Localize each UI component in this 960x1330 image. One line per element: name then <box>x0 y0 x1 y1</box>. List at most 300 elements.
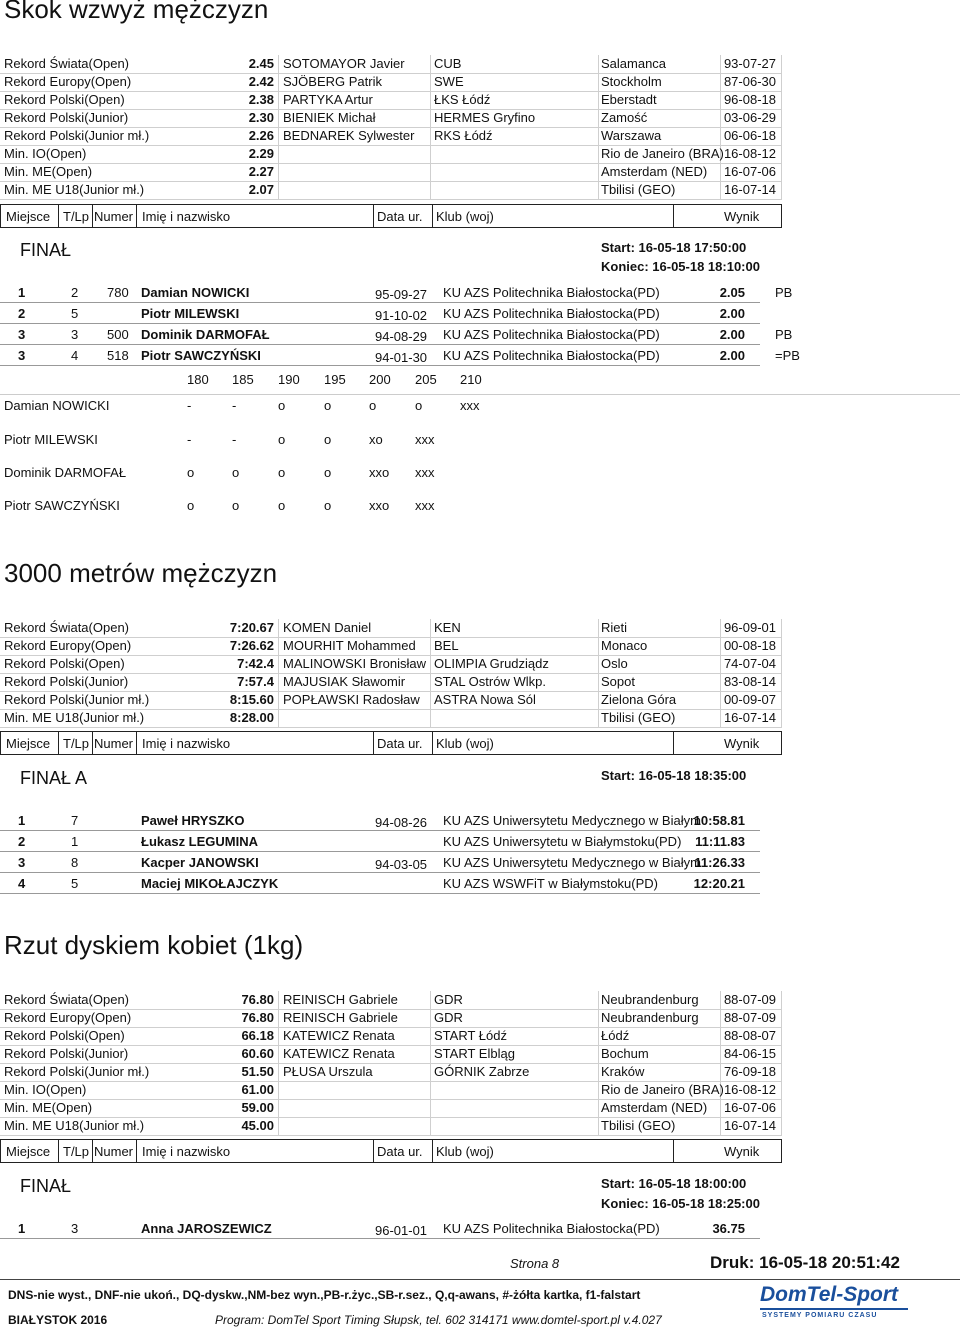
place: 3 <box>18 348 26 363</box>
attempt-mark: o <box>278 398 286 413</box>
record-value: 60.60 <box>241 1046 274 1061</box>
header-col-3: Imię i nazwisko <box>142 209 231 224</box>
record-divider <box>430 709 431 727</box>
record-divider <box>720 991 721 1009</box>
header-col-2: Numer <box>94 209 134 224</box>
record-divider <box>430 655 431 673</box>
record-value: 7:20.67 <box>229 620 274 635</box>
lane: 3 <box>71 327 79 342</box>
record-value: 8:15.60 <box>229 692 274 707</box>
record-divider <box>430 637 431 655</box>
club: KU AZS Politechnika Białostocka(PD) <box>443 348 660 363</box>
header-divider <box>136 205 137 227</box>
record-type: Min. IO(Open) <box>4 1082 87 1097</box>
attempt-mark: xxx <box>460 398 480 413</box>
record-divider <box>278 127 279 145</box>
result-row <box>0 303 760 324</box>
club: KU AZS Uniwersytetu Medycznego w Białym <box>443 813 701 828</box>
record-divider <box>781 145 782 163</box>
record-divider <box>430 1099 431 1117</box>
record-club: STAL Ostrów Wlkp. <box>434 674 546 689</box>
record-row <box>0 1063 782 1082</box>
record-divider <box>430 673 431 691</box>
record-row <box>0 637 782 656</box>
record-divider <box>598 73 599 91</box>
start-time: Start: 16-05-18 17:50:00 <box>601 240 747 255</box>
record-divider <box>278 709 279 727</box>
record-date: 88-07-09 <box>723 992 776 1007</box>
birth-date: 94-08-26 <box>375 815 428 830</box>
record-type: Rekord Europy(Open) <box>4 74 132 89</box>
record-divider <box>278 691 279 709</box>
record-divider <box>720 73 721 91</box>
height-label: 195 <box>324 372 346 387</box>
attempt-mark: xxx <box>415 432 435 447</box>
record-divider <box>598 673 599 691</box>
record-place: Neubrandenburg <box>601 1010 699 1025</box>
record-date: 88-08-07 <box>723 1028 776 1043</box>
record-club: SWE <box>434 74 464 89</box>
record-value: 45.00 <box>241 1118 274 1133</box>
record-club: START Elbląg <box>434 1046 515 1061</box>
record-place: Oslo <box>601 656 628 671</box>
attempt-mark: o <box>324 398 332 413</box>
header-divider <box>373 205 374 227</box>
record-divider <box>430 691 431 709</box>
record-divider <box>781 91 782 109</box>
header-col-2: Numer <box>94 736 134 751</box>
record-divider <box>430 55 431 73</box>
attempt-mark: o <box>369 398 377 413</box>
record-divider <box>720 55 721 73</box>
record-holder: POPŁAWSKI Radosław <box>283 692 420 707</box>
record-divider <box>278 655 279 673</box>
record-divider <box>598 1045 599 1063</box>
record-divider <box>720 655 721 673</box>
record-row <box>0 163 782 182</box>
start-time: Start: 16-05-18 18:35:00 <box>601 768 747 783</box>
record-divider <box>781 709 782 727</box>
record-row <box>0 655 782 674</box>
height-label: 180 <box>187 372 209 387</box>
height-label: 205 <box>415 372 437 387</box>
round-name: FINAŁ <box>20 1176 72 1196</box>
attempt-mark: - <box>232 432 237 447</box>
record-value: 76.80 <box>241 992 274 1007</box>
place: 2 <box>18 306 26 321</box>
record-divider <box>278 1009 279 1027</box>
record-holder: SJÖBERG Patrik <box>283 74 382 89</box>
birth-date: 94-08-29 <box>375 329 428 344</box>
header-col-4: Data ur. <box>377 736 423 751</box>
record-divider <box>720 709 721 727</box>
record-holder: REINISCH Gabriele <box>283 992 398 1007</box>
record-holder: REINISCH Gabriele <box>283 1010 398 1025</box>
record-date: 93-07-27 <box>723 56 776 71</box>
header-col-1: T/Lp <box>63 736 90 751</box>
record-place: Rio de Janeiro (BRA) <box>601 1082 724 1097</box>
record-type: Min. ME(Open) <box>4 164 93 179</box>
record-row <box>0 73 782 92</box>
athlete-name: Damian NOWICKI <box>141 285 250 300</box>
record-divider <box>598 1099 599 1117</box>
header-divider <box>92 205 93 227</box>
result-mark: 10:58.81 <box>693 813 745 828</box>
record-date: 16-07-14 <box>723 710 776 725</box>
record-club: HERMES Gryfino <box>434 110 536 125</box>
bib-number: 780 <box>107 285 129 300</box>
place: 2 <box>18 834 26 849</box>
record-club: KEN <box>434 620 461 635</box>
header-col-6: Wynik <box>724 736 760 751</box>
logo-text: DomTel-Sport <box>760 1283 899 1306</box>
record-place: Warszawa <box>601 128 662 143</box>
record-value: 2.26 <box>248 128 274 143</box>
attempt-mark: xxx <box>415 498 435 513</box>
lane: 3 <box>71 1221 79 1236</box>
result-row <box>0 852 760 873</box>
record-place: Tbilisi (GEO) <box>601 1118 676 1133</box>
results-header <box>0 204 782 228</box>
record-type: Rekord Polski(Junior) <box>4 674 129 689</box>
record-club: BEL <box>434 638 459 653</box>
record-divider <box>781 1099 782 1117</box>
record-holder: KATEWICZ Renata <box>283 1046 395 1061</box>
record-type: Rekord Polski(Junior mł.) <box>4 1064 150 1079</box>
place: 3 <box>18 855 26 870</box>
attempt-mark: - <box>232 398 237 413</box>
record-holder: MAJUSIAK Sławomir <box>283 674 406 689</box>
record-divider <box>598 145 599 163</box>
record-value: 2.07 <box>248 182 274 197</box>
record-divider <box>598 163 599 181</box>
record-holder: KOMEN Daniel <box>283 620 372 635</box>
record-divider <box>598 181 599 199</box>
record-row <box>0 91 782 110</box>
record-divider <box>720 691 721 709</box>
record-date: 16-07-06 <box>723 1100 776 1115</box>
record-type: Min. IO(Open) <box>4 146 87 161</box>
header-divider <box>58 732 59 754</box>
bib-number: 500 <box>107 327 129 342</box>
record-divider <box>430 1045 431 1063</box>
record-divider <box>278 73 279 91</box>
result-mark: 12:20.21 <box>693 876 745 891</box>
record-place: Eberstadt <box>601 92 657 107</box>
record-date: 84-06-15 <box>723 1046 776 1061</box>
record-type: Min. ME U18(Junior mł.) <box>4 1118 145 1133</box>
record-date: 16-07-06 <box>723 164 776 179</box>
record-date: 03-06-29 <box>723 110 776 125</box>
result-mark: 11:26.33 <box>694 855 745 870</box>
record-type: Rekord Polski(Junior) <box>4 1046 129 1061</box>
record-divider <box>598 1117 599 1135</box>
record-value: 61.00 <box>241 1082 274 1097</box>
attempt-mark: xo <box>369 432 383 447</box>
attempt-mark: - <box>187 432 192 447</box>
record-type: Rekord Polski(Junior) <box>4 110 129 125</box>
record-row <box>0 1099 782 1118</box>
record-type: Rekord Polski(Open) <box>4 656 125 671</box>
record-divider <box>781 991 782 1009</box>
attempt-mark: o <box>232 465 240 480</box>
attempt-mark: o <box>278 432 286 447</box>
attempt-mark: xxo <box>369 465 390 480</box>
record-row <box>0 691 782 710</box>
record-row <box>0 181 782 200</box>
record-row <box>0 1009 782 1028</box>
record-date: 16-08-12 <box>723 146 776 161</box>
record-type: Min. ME U18(Junior mł.) <box>4 710 145 725</box>
place: 4 <box>18 876 26 891</box>
record-divider <box>781 673 782 691</box>
record-divider <box>781 1009 782 1027</box>
record-divider <box>430 991 431 1009</box>
birth-date: 94-03-05 <box>375 857 428 872</box>
header-divider <box>432 205 433 227</box>
height-label: 190 <box>278 372 300 387</box>
record-place: Neubrandenburg <box>601 992 699 1007</box>
result-row <box>0 873 760 894</box>
record-club: ŁKS Łódź <box>434 92 491 107</box>
header-divider <box>58 1140 59 1162</box>
record-divider <box>781 1063 782 1081</box>
record-type: Rekord Europy(Open) <box>4 1010 132 1025</box>
record-value: 59.00 <box>241 1100 274 1115</box>
club: KU AZS Politechnika Białostocka(PD) <box>443 327 660 342</box>
place: 1 <box>18 285 26 300</box>
record-place: Sopot <box>601 674 635 689</box>
record-divider <box>278 673 279 691</box>
record-divider <box>278 91 279 109</box>
record-place: Amsterdam (NED) <box>601 164 708 179</box>
place: 3 <box>18 327 26 342</box>
record-divider <box>598 1027 599 1045</box>
header-col-6: Wynik <box>724 1144 760 1159</box>
domtel-logo <box>760 1283 898 1307</box>
record-date: 16-07-14 <box>723 1118 776 1133</box>
record-divider <box>720 637 721 655</box>
record-divider <box>781 691 782 709</box>
record-place: Amsterdam (NED) <box>601 1100 708 1115</box>
record-date: 76-09-18 <box>723 1064 776 1079</box>
attempt-mark: o <box>324 498 332 513</box>
record-divider <box>278 1117 279 1135</box>
record-club: CUB <box>434 56 462 71</box>
header-divider <box>432 732 433 754</box>
record-club: START Łódź <box>434 1028 507 1043</box>
record-type: Rekord Świata(Open) <box>4 56 129 71</box>
record-value: 66.18 <box>241 1028 274 1043</box>
result-mark: 2.05 <box>719 285 745 300</box>
record-divider <box>430 181 431 199</box>
header-col-5: Klub (woj) <box>436 736 494 751</box>
attempts-divider <box>0 394 960 395</box>
record-divider <box>430 619 431 637</box>
record-date: 00-09-07 <box>723 692 776 707</box>
record-divider <box>278 55 279 73</box>
record-value: 7:42.4 <box>237 656 274 671</box>
record-value: 2.27 <box>248 164 274 179</box>
result-note: PB <box>775 285 793 300</box>
record-divider <box>430 73 431 91</box>
header-col-0: Miejsce <box>6 736 51 751</box>
section-title: 3000 metrów mężczyzn <box>4 558 278 588</box>
result-row <box>0 810 760 831</box>
record-value: 2.29 <box>248 146 274 161</box>
birth-date: 95-09-27 <box>375 287 428 302</box>
record-date: 74-07-04 <box>723 656 776 671</box>
header-col-1: T/Lp <box>63 209 90 224</box>
record-divider <box>598 655 599 673</box>
record-divider <box>430 1063 431 1081</box>
record-date: 83-08-14 <box>723 674 776 689</box>
attempt-mark: o <box>232 498 240 513</box>
header-divider <box>136 1140 137 1162</box>
round-name: FINAŁ A <box>20 768 88 788</box>
record-club: ASTRA Nowa Sól <box>434 692 536 707</box>
record-divider <box>278 145 279 163</box>
city-year: BIAŁYSTOK 2016 <box>8 1313 108 1327</box>
header-divider <box>92 1140 93 1162</box>
athlete-name: Piotr SAWCZYŃSKI <box>141 348 261 363</box>
height-label: 185 <box>232 372 254 387</box>
record-place: Zamość <box>601 110 648 125</box>
record-place: Rio de Janeiro (BRA) <box>601 146 724 161</box>
header-col-3: Imię i nazwisko <box>142 736 231 751</box>
record-row <box>0 991 782 1010</box>
record-club: GDR <box>434 992 463 1007</box>
attempt-mark: o <box>278 498 286 513</box>
record-holder: SOTOMAYOR Javier <box>283 56 405 71</box>
record-divider <box>720 127 721 145</box>
record-divider <box>781 163 782 181</box>
header-col-5: Klub (woj) <box>436 1144 494 1159</box>
result-row <box>0 831 760 852</box>
record-date: 00-08-18 <box>723 638 776 653</box>
record-divider <box>781 1081 782 1099</box>
lane: 7 <box>71 813 79 828</box>
record-divider <box>278 619 279 637</box>
attempt-mark: o <box>187 498 195 513</box>
height-label: 210 <box>460 372 482 387</box>
header-col-4: Data ur. <box>377 1144 423 1159</box>
record-divider <box>430 163 431 181</box>
club: KU AZS Politechnika Białostocka(PD) <box>443 1221 660 1236</box>
result-mark: 11:11.83 <box>695 834 745 849</box>
bib-number: 518 <box>107 348 129 363</box>
record-holder: MALINOWSKI Bronisław <box>283 656 427 671</box>
record-divider <box>430 1027 431 1045</box>
attempt-mark: o <box>415 398 423 413</box>
club: KU AZS Politechnika Białostocka(PD) <box>443 285 660 300</box>
result-mark: 2.00 <box>719 327 745 342</box>
attempt-mark: o <box>324 465 332 480</box>
record-place: Łódź <box>601 1028 630 1043</box>
header-col-5: Klub (woj) <box>436 209 494 224</box>
round-name: FINAŁ <box>20 240 72 260</box>
record-divider <box>278 181 279 199</box>
header-col-2: Numer <box>94 1144 134 1159</box>
record-date: 96-09-01 <box>723 620 776 635</box>
record-divider <box>598 1009 599 1027</box>
record-divider <box>278 163 279 181</box>
record-value: 2.45 <box>248 56 274 71</box>
record-divider <box>278 1081 279 1099</box>
place: 1 <box>18 813 26 828</box>
record-club: RKS Łódź <box>434 128 493 143</box>
athlete-name: Piotr MILEWSKI <box>141 306 240 321</box>
record-type: Rekord Europy(Open) <box>4 638 132 653</box>
lane: 4 <box>71 348 79 363</box>
club: KU AZS Uniwersytetu w Białymstoku(PD) <box>443 834 682 849</box>
record-holder: PŁUSA Urszula <box>283 1064 373 1079</box>
record-divider <box>781 1027 782 1045</box>
attempt-mark: xxx <box>415 465 435 480</box>
record-divider <box>430 1117 431 1135</box>
attempt-athlete: Damian NOWICKI <box>4 398 110 413</box>
record-place: Monaco <box>601 638 648 653</box>
athlete-name: Paweł HRYSZKO <box>141 813 245 828</box>
record-divider <box>720 1099 721 1117</box>
record-date: 06-06-18 <box>723 128 776 143</box>
record-divider <box>430 109 431 127</box>
record-row <box>0 1081 782 1100</box>
result-row <box>0 324 793 345</box>
record-divider <box>720 1027 721 1045</box>
record-date: 87-06-30 <box>723 74 776 89</box>
footer-divider <box>0 1279 960 1280</box>
record-date: 16-08-12 <box>723 1082 776 1097</box>
club: KU AZS Politechnika Białostocka(PD) <box>443 306 660 321</box>
record-divider <box>278 1099 279 1117</box>
record-divider <box>781 181 782 199</box>
record-date: 88-07-09 <box>723 1010 776 1025</box>
place: 1 <box>18 1221 26 1236</box>
result-row <box>0 1218 760 1239</box>
record-type: Rekord Polski(Junior mł.) <box>4 692 150 707</box>
record-place: Zielona Góra <box>601 692 677 707</box>
record-divider <box>720 673 721 691</box>
record-row <box>0 1117 782 1136</box>
record-divider <box>430 91 431 109</box>
record-divider <box>278 1063 279 1081</box>
record-divider <box>598 1063 599 1081</box>
record-divider <box>598 55 599 73</box>
record-divider <box>430 1009 431 1027</box>
record-divider <box>781 619 782 637</box>
attempt-mark: o <box>187 465 195 480</box>
record-type: Rekord Świata(Open) <box>4 620 129 635</box>
record-date: 96-08-18 <box>723 92 776 107</box>
record-divider <box>781 1045 782 1063</box>
record-divider <box>598 637 599 655</box>
club: KU AZS WSWFiT w Białymstoku(PD) <box>443 876 659 891</box>
result-mark: 2.00 <box>719 306 745 321</box>
start-time: Start: 16-05-18 18:00:00 <box>601 1176 747 1191</box>
record-divider <box>278 1045 279 1063</box>
record-row <box>0 127 782 146</box>
record-row <box>0 709 782 728</box>
section-title: Skok wzwyż mężczyzn <box>4 0 269 24</box>
record-divider <box>430 1081 431 1099</box>
height-label: 200 <box>369 372 391 387</box>
lane: 8 <box>71 855 79 870</box>
record-divider <box>781 637 782 655</box>
attempt-athlete: Dominik DARMOFAŁ <box>4 465 127 480</box>
header-col-6: Wynik <box>724 209 760 224</box>
record-row <box>0 145 782 164</box>
